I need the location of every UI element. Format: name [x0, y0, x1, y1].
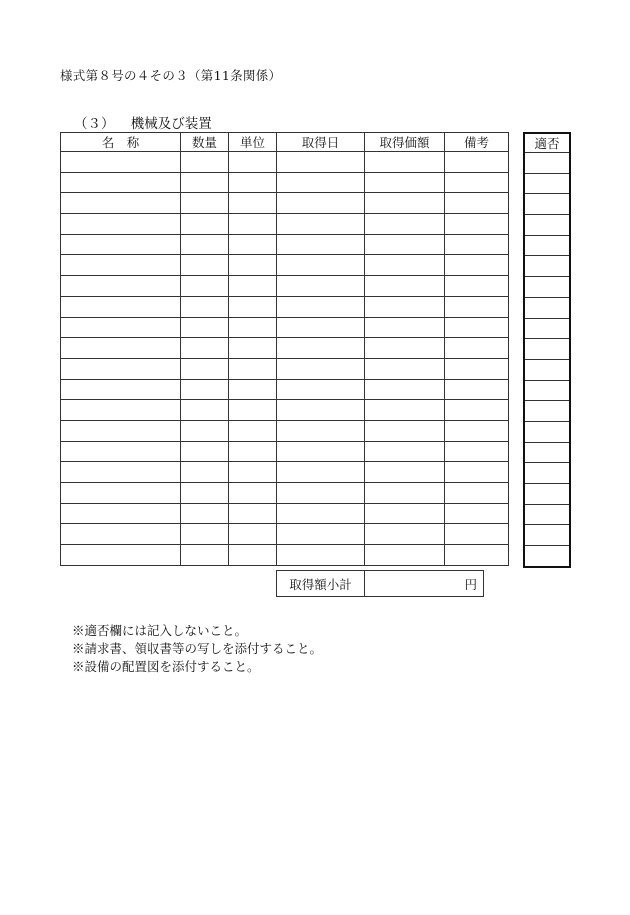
- table-row: [61, 379, 509, 400]
- cell-remarks[interactable]: [445, 193, 509, 214]
- header-quantity: 数量: [181, 133, 229, 152]
- table-row: [61, 462, 509, 483]
- cell-acquisition-price[interactable]: [365, 152, 445, 173]
- cell-acquisition-date[interactable]: [277, 441, 365, 462]
- table-row: [61, 483, 509, 504]
- cell-acquisition-date[interactable]: [277, 276, 365, 297]
- cell-check: [524, 504, 570, 525]
- table-row: [61, 193, 509, 214]
- cell-check: [524, 401, 570, 422]
- table-row: [61, 152, 509, 173]
- cell-remarks[interactable]: [445, 234, 509, 255]
- cell-unit[interactable]: [229, 545, 277, 566]
- subtotal-label: 取得額小計: [277, 571, 365, 597]
- note-item: ※請求書、領収書等の写しを添付すること。: [72, 641, 323, 656]
- cell-acquisition-date[interactable]: [277, 317, 365, 338]
- cell-quantity[interactable]: [181, 234, 229, 255]
- cell-unit[interactable]: [229, 317, 277, 338]
- check-row: [524, 256, 570, 277]
- cell-quantity[interactable]: [181, 441, 229, 462]
- table-row: [61, 420, 509, 441]
- cell-name[interactable]: [61, 276, 181, 297]
- cell-acquisition-price[interactable]: [365, 441, 445, 462]
- cell-remarks[interactable]: [445, 276, 509, 297]
- cell-acquisition-date[interactable]: [277, 358, 365, 379]
- cell-acquisition-date[interactable]: [277, 193, 365, 214]
- cell-unit[interactable]: [229, 420, 277, 441]
- cell-name[interactable]: [61, 152, 181, 173]
- cell-unit[interactable]: [229, 255, 277, 276]
- cell-name[interactable]: [61, 524, 181, 545]
- cell-remarks[interactable]: [445, 296, 509, 317]
- table-row: [61, 524, 509, 545]
- cell-acquisition-date[interactable]: [277, 400, 365, 421]
- cell-unit[interactable]: [229, 338, 277, 359]
- table-header-row: [61, 133, 509, 152]
- note-item: ※適否欄には記入しないこと。: [72, 623, 248, 638]
- cell-check: [524, 297, 570, 318]
- cell-acquisition-date[interactable]: [277, 172, 365, 193]
- check-row: [524, 318, 570, 339]
- cell-acquisition-date[interactable]: [277, 483, 365, 504]
- note-item: ※設備の配置図を添付すること。: [72, 659, 260, 674]
- table-row: [61, 255, 509, 276]
- cell-quantity[interactable]: [181, 358, 229, 379]
- cell-check: [524, 484, 570, 505]
- check-row: [524, 484, 570, 505]
- cell-remarks[interactable]: [445, 214, 509, 235]
- cell-remarks[interactable]: [445, 379, 509, 400]
- cell-name[interactable]: [61, 317, 181, 338]
- subtotal-amount-field[interactable]: [365, 571, 484, 597]
- cell-remarks[interactable]: [445, 503, 509, 524]
- table-row: [61, 503, 509, 524]
- cell-quantity[interactable]: [181, 400, 229, 421]
- check-row: [524, 504, 570, 525]
- cell-remarks[interactable]: [445, 441, 509, 462]
- check-table: [523, 132, 571, 568]
- table-row: [61, 441, 509, 462]
- cell-acquisition-price[interactable]: [365, 317, 445, 338]
- cell-acquisition-price[interactable]: [365, 193, 445, 214]
- cell-acquisition-price[interactable]: [365, 172, 445, 193]
- header-check: 適否: [524, 133, 570, 153]
- section-title: 機械及び装置: [130, 116, 212, 132]
- cell-quantity[interactable]: [181, 193, 229, 214]
- cell-name[interactable]: [61, 420, 181, 441]
- header-remarks: 備考: [445, 133, 509, 152]
- cell-unit[interactable]: [229, 296, 277, 317]
- cell-acquisition-price[interactable]: [365, 338, 445, 359]
- table-row: [61, 338, 509, 359]
- cell-remarks[interactable]: [445, 172, 509, 193]
- header-name: 名 称: [61, 133, 181, 152]
- section-heading: [74, 112, 212, 132]
- cell-acquisition-price[interactable]: [365, 524, 445, 545]
- table-row: [61, 276, 509, 297]
- cell-name[interactable]: [61, 503, 181, 524]
- cell-acquisition-date[interactable]: [277, 503, 365, 524]
- check-row: [524, 525, 570, 546]
- cell-check: [524, 546, 570, 567]
- cell-quantity[interactable]: [181, 276, 229, 297]
- cell-remarks[interactable]: [445, 255, 509, 276]
- cell-unit[interactable]: [229, 152, 277, 173]
- cell-acquisition-date[interactable]: [277, 152, 365, 173]
- cell-acquisition-date[interactable]: [277, 214, 365, 235]
- check-row: [524, 277, 570, 298]
- cell-quantity[interactable]: [181, 338, 229, 359]
- cell-acquisition-price[interactable]: [365, 214, 445, 235]
- cell-unit[interactable]: [229, 503, 277, 524]
- cell-acquisition-price[interactable]: [365, 483, 445, 504]
- header-acquisition-date: 取得日: [277, 133, 365, 152]
- cell-remarks[interactable]: [445, 317, 509, 338]
- cell-acquisition-date[interactable]: [277, 296, 365, 317]
- cell-acquisition-date[interactable]: [277, 234, 365, 255]
- subtotal-unit: 円: [464, 576, 477, 592]
- cell-unit[interactable]: [229, 234, 277, 255]
- cell-check: [524, 215, 570, 236]
- cell-acquisition-date[interactable]: [277, 545, 365, 566]
- check-header-row: [524, 133, 570, 153]
- cell-name[interactable]: [61, 545, 181, 566]
- table-row: [61, 234, 509, 255]
- cell-quantity[interactable]: [181, 296, 229, 317]
- subtotal-table: [276, 570, 484, 597]
- check-row: [524, 380, 570, 401]
- cell-name[interactable]: [61, 296, 181, 317]
- cell-name[interactable]: [61, 255, 181, 276]
- asset-table: [60, 132, 509, 566]
- cell-check: [524, 173, 570, 194]
- cell-name[interactable]: [61, 379, 181, 400]
- table-row: [61, 358, 509, 379]
- cell-quantity[interactable]: [181, 152, 229, 173]
- cell-acquisition-date[interactable]: [277, 255, 365, 276]
- cell-remarks[interactable]: [445, 524, 509, 545]
- cell-remarks[interactable]: [445, 462, 509, 483]
- cell-check: [524, 194, 570, 215]
- cell-acquisition-price[interactable]: [365, 234, 445, 255]
- cell-unit[interactable]: [229, 462, 277, 483]
- table-row: [61, 317, 509, 338]
- cell-name[interactable]: [61, 172, 181, 193]
- cell-acquisition-date[interactable]: [277, 524, 365, 545]
- cell-unit[interactable]: [229, 379, 277, 400]
- cell-quantity[interactable]: [181, 379, 229, 400]
- cell-acquisition-price[interactable]: [365, 462, 445, 483]
- cell-acquisition-date[interactable]: [277, 379, 365, 400]
- table-row: [61, 172, 509, 193]
- table-row: [61, 545, 509, 566]
- cell-name[interactable]: [61, 483, 181, 504]
- cell-quantity[interactable]: [181, 420, 229, 441]
- cell-check: [524, 463, 570, 484]
- cell-name[interactable]: [61, 338, 181, 359]
- cell-acquisition-price[interactable]: [365, 296, 445, 317]
- check-row: [524, 173, 570, 194]
- check-row: [524, 339, 570, 360]
- cell-unit[interactable]: [229, 524, 277, 545]
- cell-check: [524, 277, 570, 298]
- check-row: [524, 215, 570, 236]
- cell-acquisition-price[interactable]: [365, 276, 445, 297]
- cell-acquisition-price[interactable]: [365, 545, 445, 566]
- cell-unit[interactable]: [229, 483, 277, 504]
- cell-unit[interactable]: [229, 400, 277, 421]
- cell-quantity[interactable]: [181, 503, 229, 524]
- cell-check: [524, 235, 570, 256]
- cell-quantity[interactable]: [181, 462, 229, 483]
- cell-quantity[interactable]: [181, 317, 229, 338]
- check-row: [524, 463, 570, 484]
- check-row: [524, 401, 570, 422]
- cell-quantity[interactable]: [181, 214, 229, 235]
- cell-check: [524, 318, 570, 339]
- cell-check: [524, 339, 570, 360]
- cell-unit[interactable]: [229, 358, 277, 379]
- cell-remarks[interactable]: [445, 358, 509, 379]
- cell-unit[interactable]: [229, 441, 277, 462]
- cell-acquisition-date[interactable]: [277, 338, 365, 359]
- cell-check: [524, 525, 570, 546]
- cell-acquisition-price[interactable]: [365, 255, 445, 276]
- check-row: [524, 297, 570, 318]
- cell-check: [524, 359, 570, 380]
- table-row: [61, 214, 509, 235]
- cell-unit[interactable]: [229, 214, 277, 235]
- cell-unit[interactable]: [229, 276, 277, 297]
- cell-acquisition-price[interactable]: [365, 503, 445, 524]
- cell-name[interactable]: [61, 441, 181, 462]
- form-number-label: 様式第８号の４その３（第11条関係）: [60, 68, 282, 83]
- cell-name[interactable]: [61, 358, 181, 379]
- cell-remarks[interactable]: [445, 420, 509, 441]
- cell-unit[interactable]: [229, 172, 277, 193]
- cell-check: [524, 153, 570, 174]
- cell-remarks[interactable]: [445, 400, 509, 421]
- notes: [72, 622, 322, 676]
- check-row: [524, 546, 570, 567]
- cell-remarks[interactable]: [445, 545, 509, 566]
- cell-remarks[interactable]: [445, 483, 509, 504]
- cell-check: [524, 256, 570, 277]
- cell-remarks[interactable]: [445, 152, 509, 173]
- cell-acquisition-price[interactable]: [365, 379, 445, 400]
- cell-acquisition-price[interactable]: [365, 358, 445, 379]
- cell-acquisition-date[interactable]: [277, 462, 365, 483]
- cell-acquisition-date[interactable]: [277, 420, 365, 441]
- cell-check: [524, 380, 570, 401]
- check-row: [524, 442, 570, 463]
- cell-quantity[interactable]: [181, 545, 229, 566]
- table-row: [61, 296, 509, 317]
- cell-quantity[interactable]: [181, 255, 229, 276]
- cell-acquisition-price[interactable]: [365, 400, 445, 421]
- cell-name[interactable]: [61, 462, 181, 483]
- cell-quantity[interactable]: [181, 172, 229, 193]
- cell-name[interactable]: [61, 400, 181, 421]
- cell-name[interactable]: [61, 193, 181, 214]
- cell-quantity[interactable]: [181, 483, 229, 504]
- header-acquisition-price: 取得価額: [365, 133, 445, 152]
- check-row: [524, 235, 570, 256]
- cell-check: [524, 421, 570, 442]
- table-row: [61, 400, 509, 421]
- subtotal-row: [277, 571, 484, 597]
- cell-remarks[interactable]: [445, 338, 509, 359]
- cell-name[interactable]: [61, 214, 181, 235]
- cell-check: [524, 442, 570, 463]
- check-row: [524, 421, 570, 442]
- header-unit: 単位: [229, 133, 277, 152]
- cell-quantity[interactable]: [181, 524, 229, 545]
- cell-name[interactable]: [61, 234, 181, 255]
- cell-acquisition-price[interactable]: [365, 420, 445, 441]
- check-row: [524, 153, 570, 174]
- cell-unit[interactable]: [229, 193, 277, 214]
- section-number: （３）: [74, 116, 115, 132]
- check-row: [524, 359, 570, 380]
- check-row: [524, 194, 570, 215]
